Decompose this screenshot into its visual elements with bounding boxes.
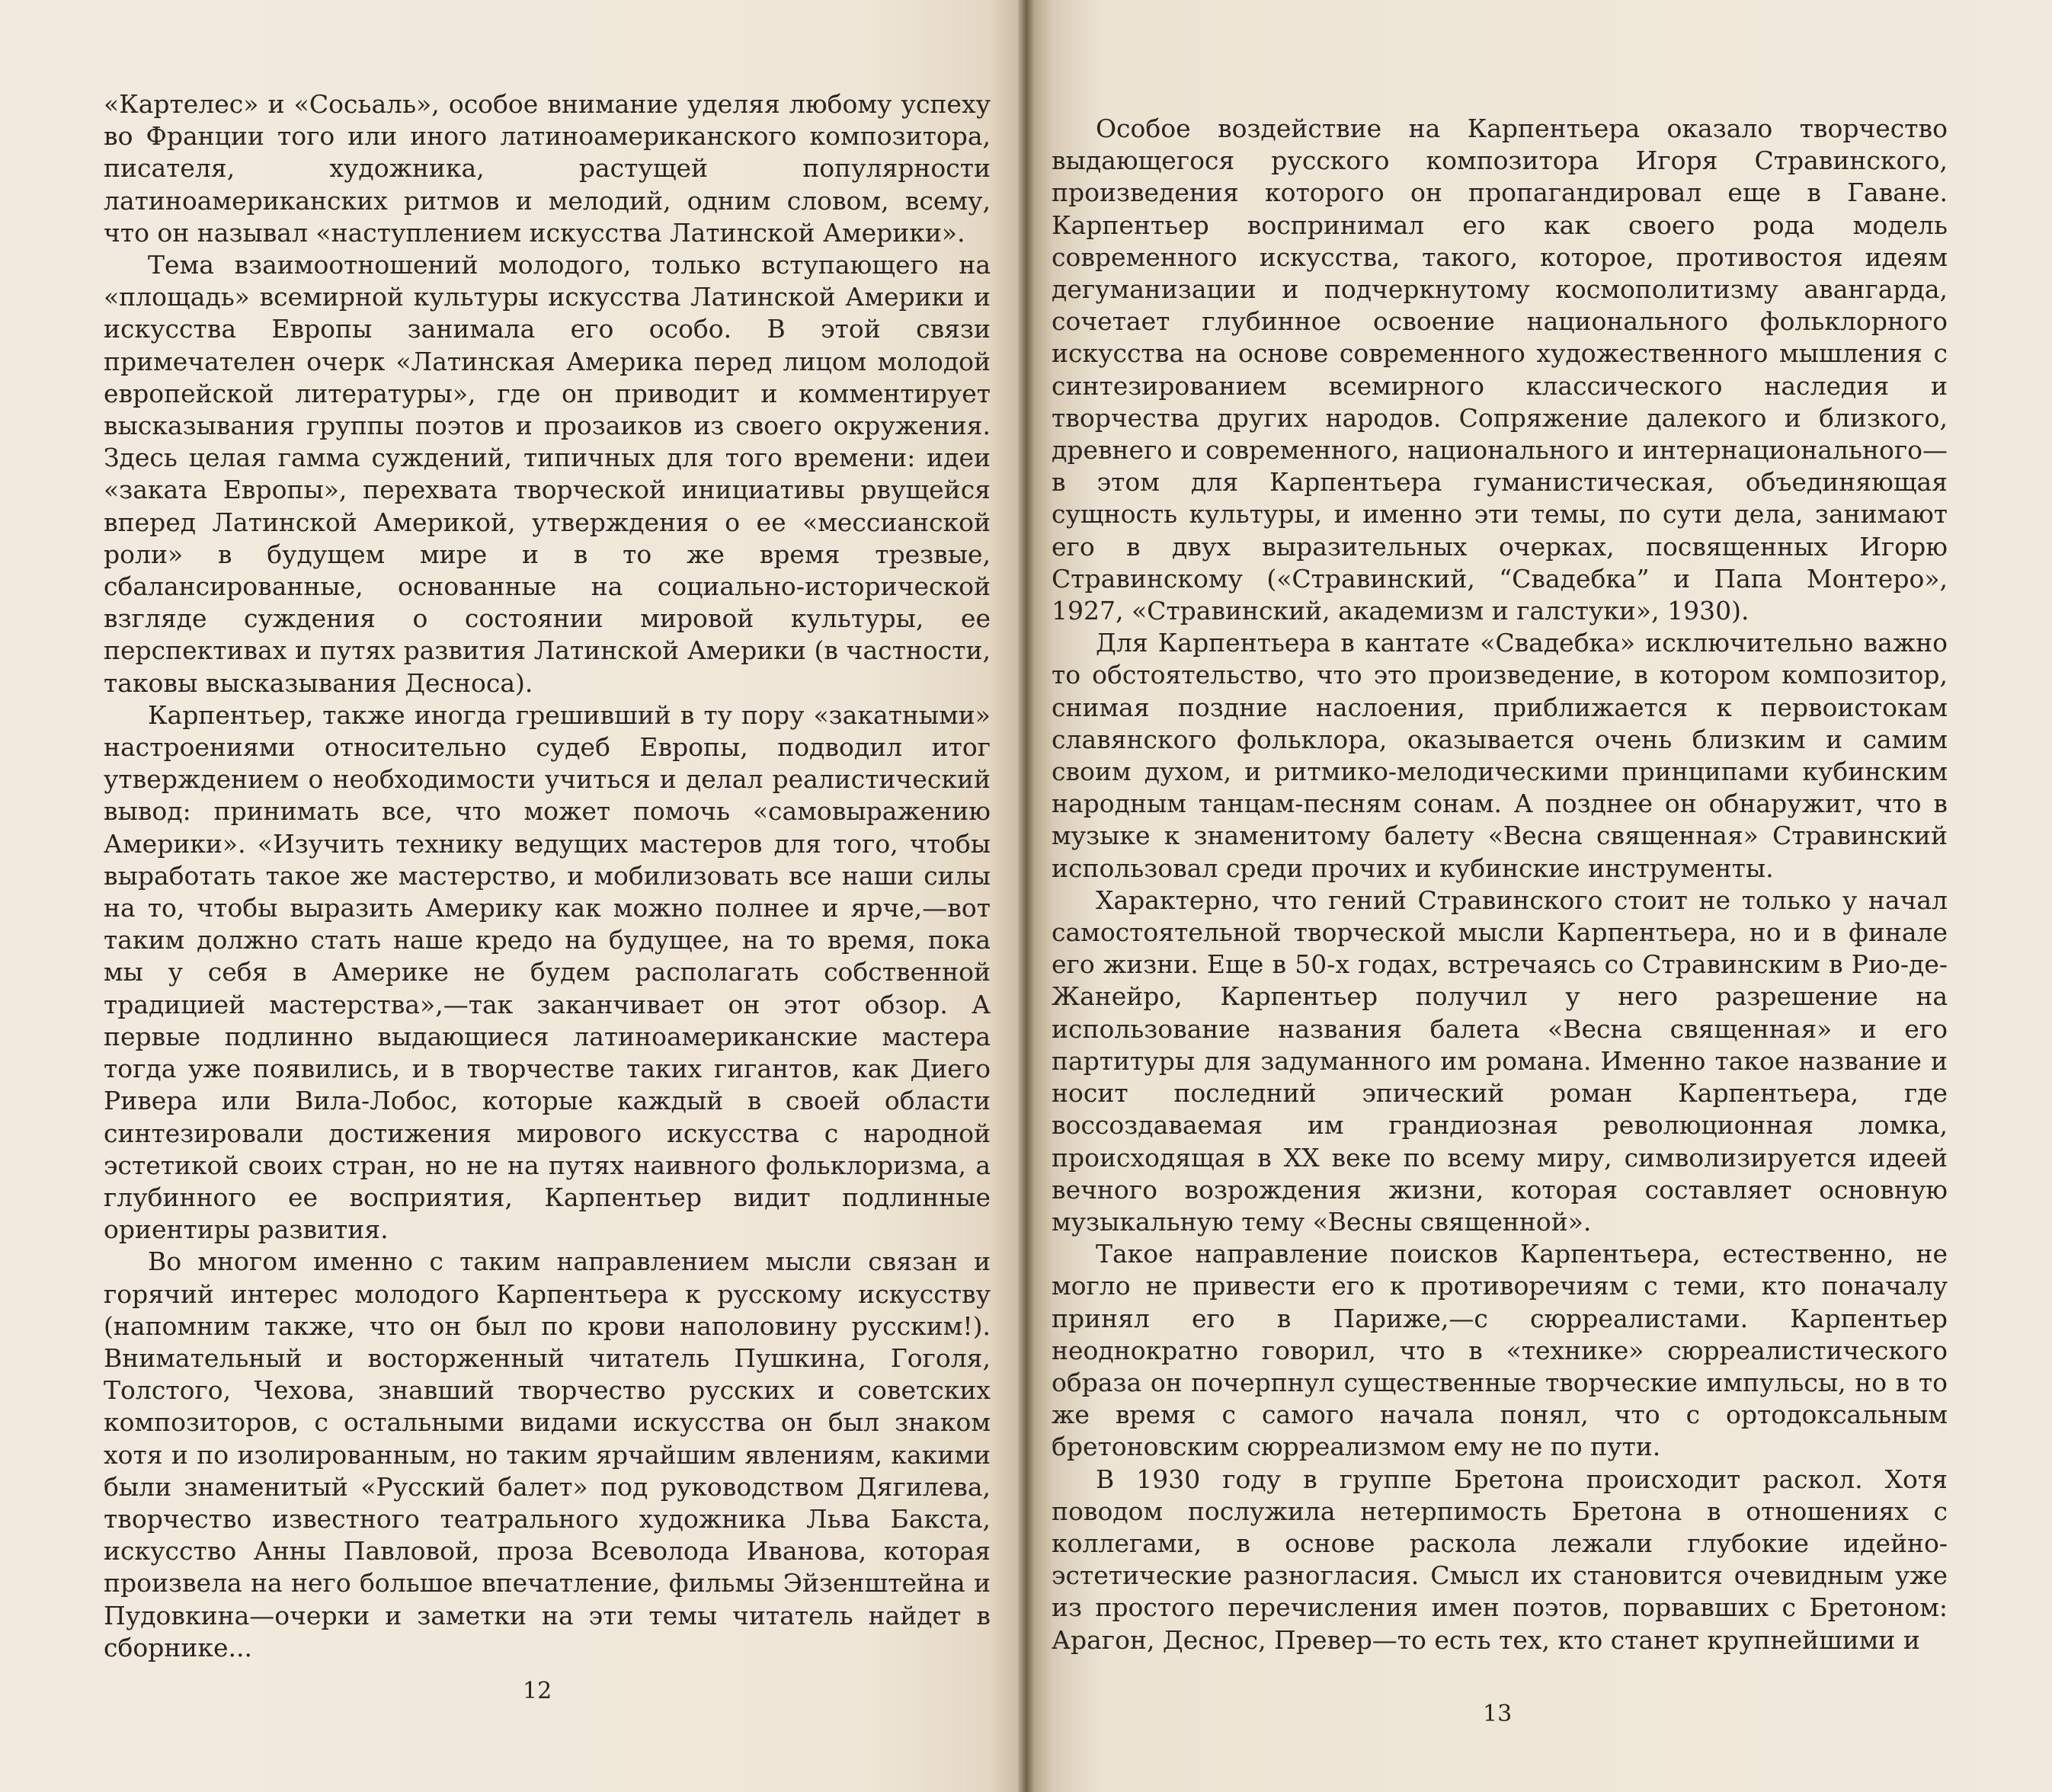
paragraph: «Картелес» и «Сосьаль», особое внимание уделяя любому успеху во Франции того или иного латиноамериканского композитора, писателя, художника, растущей популярности латиноамериканских ритмов и мелодий, одним словом, всему, что он называл «наступлением искусства Латинской Америки».: [104, 89, 991, 248]
book-gutter: [1018, 0, 1033, 1792]
page-number-right: 13: [1483, 1701, 1513, 1727]
paragraph: В 1930 году в группе Бретона происходит раскол. Хотя поводом послужила нетерпимость Бретона в отношениях с коллегами, в основе раскола лежали глубокие идейно-эстетические разногласия. Смысл их становится очевидным уже из простого перечисления имен поэтов, порвавших с Бретоном: Арагон, Деснос, Превер—то есть тех, кто станет крупнейшими и: [1052, 1464, 1948, 1655]
paragraph: Характерно, что гений Стравинского стоит не только у начал самостоятельной творческой мысли Карпентьера, но и в финале его жизни. Еще в 50-х годах, встречаясь со Стравинским в Рио-де-Жанейро, Карпентьер получил у него разрешение на использование названия балета «Весна священная» и его партитуры для задуманного им романа. Именно такое название и носит последний эпический роман Карпентьера, где воссоздаваемая им грандиозная революционная ломка, происходящая в XX веке по всему миру, символизируется идеей вечного возрождения жизни, которая составляет основную музыкальную тему «Весны священной».: [1052, 885, 1948, 1237]
left-page: [0, 0, 1018, 1792]
paragraph: Такое направление поисков Карпентьера, естественно, не могло не привести его к противоречиям с теми, кто поначалу принял его в Париже,—с сюрреалистами. Карпентьер неоднократно говорил, что в «технике» сюрреалистического образа он почерпнул существенные творческие импульсы, но в то же время с самого начала понял, что с ортодоксальным бретоновским сюрреализмом ему не по пути.: [1052, 1239, 1948, 1462]
right-page: [1033, 0, 2052, 1792]
right-page-text: [1052, 113, 1948, 1656]
page-number-left: 12: [523, 1678, 552, 1704]
left-page-text: [104, 88, 991, 1664]
paragraph: Для Карпентьера в кантате «Свадебка» исключительно важно то обстоятельство, что это произведение, в котором композитор, снимая поздние наслоения, приближается к первоистокам славянского фольклора, оказывается очень близким и самим своим духом, и ритмико-мелодическими принципами кубинским народным танцам-песням сонам. А позднее он обнаружит, что в музыке к знаменитому балету «Весна священная» Стравинский использовал среди прочих и кубинские инструменты.: [1052, 628, 1948, 883]
paragraph: Карпентьер, также иногда грешивший в ту пору «закатными» настроениями относительно судеб Европы, подводил итог утверждением о необходимости учиться и делал реалистический вывод: принимать все, что может помочь «самовыражению Америки». «Изучить технику ведущих мастеров для того, чтобы выработать такое же мастерство, и мобилизовать все наши силы на то, чтобы выразить Америку как можно полнее и ярче,—вот таким должно стать наше кредо на будущее, на то время, пока мы у себя в Америке не будем располагать собственной традицией мастерства»,—так заканчивает он этот обзор. А первые подлинно выдающиеся латиноамериканские мастера тогда уже появились, и в творчестве таких гигантов, как Диего Ривера или Вила-Лобос, которые каждый в своей области синтезировали достижения мирового искусства с народной эстетикой своих стран, но не на путях наивного фольклоризма, а глубинного ее восприятия, Карпентьер видит подлинные ориентиры развития.: [104, 699, 991, 1245]
paragraph: Особое воздействие на Карпентьера оказало творчество выдающегося русского композитора Игоря Стравинского, произведения которого он пропагандировал еще в Гаване. Карпентьер воспринимал его как своего рода модель современного искусства, такого, которое, противостоя идеям дегуманизации и подчеркнутому космополитизму авангарда, сочетает глубинное освоение национального фольклорного искусства на основе современного художественного мышления с синтезированием всемирного классического наследия и творчества других народов. Сопряжение далекого и близкого, древнего и современного, национального и интернационального—в этом для Карпентьера гуманистическая, объединяющая сущность культуры, и именно эти темы, по сути дела, занимают его в двух выразительных очерках, посвященных Игорю Стравинскому («Стравинский, “Свадебка” и Папа Монтеро», 1927, «Стравинский, академизм и галстуки», 1930).: [1052, 114, 1948, 626]
paragraph: Во многом именно с таким направлением мысли связан и горячий интерес молодого Карпентьера к русскому искусству (напомним также, что он был по крови наполовину русским!). Внимательный и восторженный читатель Пушкина, Гоголя, Толстого, Чехова, знавший творчество русских и советских композиторов, с остальными видами искусства он был знаком хотя и по изолированным, но таким ярчайшим явлениям, какими были знаменитый «Русский балет» под руководством Дягилева, творчество известного театрального художника Льва Бакста, искусство Анны Павловой, проза Всеволода Иванова, которая произвела на него большое впечатление, фильмы Эйзенштейна и Пудовкина—очерки и заметки на эти темы читатель найдет в сборнике...: [104, 1246, 991, 1662]
paragraph: Тема взаимоотношений молодого, только вступающего на «площадь» всемирной культуры искусства Латинской Америки и искусства Европы занимала его особо. В этой связи примечателен очерк «Латинская Америка перед лицом молодой европейской литературы», где он приводит и комментирует высказывания группы поэтов и прозаиков из своего окружения. Здесь целая гамма суждений, типичных для того времени: идеи «заката Европы», перехвата творческой инициативы рвущейся вперед Латинской Америкой, утверждения о ее «мессианской роли» в будущем мире и в то же время трезвые, сбалансированные, основанные на социально-исторической взгляде суждения о состоянии мировой культуры, ее перспективах и путях развития Латинской Америки (в частности, таковы высказывания Десноса).: [104, 250, 991, 698]
